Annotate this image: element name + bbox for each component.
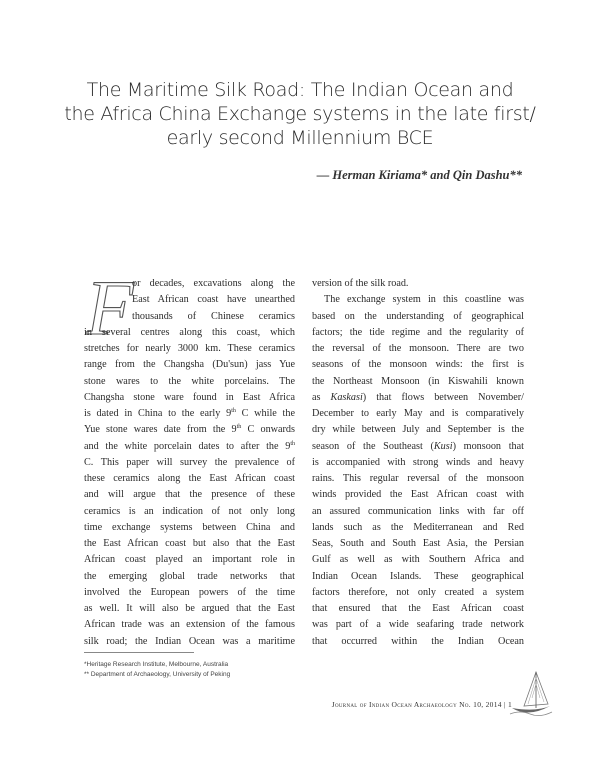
title-line: early second Millennium BCE [166, 127, 434, 149]
footnote: ** Department of Archaeology, University of Peking [84, 671, 231, 678]
text-line: Gulf as well as with Southern Africa and [312, 554, 524, 566]
text-line: African coast played an important role in [84, 554, 295, 566]
text-line: Yue stone wares date from the 9th C onwards [84, 424, 295, 436]
text-line: the emerging global trade networks that [84, 570, 295, 582]
text-line: silk road; the Indian Ocean was a maritime [84, 635, 295, 647]
text-line: season of the Southeast (Kusi) monsoon that [312, 440, 524, 452]
text-line: in several centres along this coast, which [84, 326, 295, 338]
text-line: that occurred within the Indian Ocean [312, 635, 524, 647]
text-line: seasons of the monsoon winds: the first is [312, 359, 524, 371]
text-line: and will argue that the presence of these [84, 489, 295, 501]
footnote: *Heritage Research Institute, Melbourne, Australia [84, 661, 229, 668]
dhow-logo-icon [506, 668, 556, 724]
text-line: factors therefore, not only created a system [312, 586, 524, 598]
text-line: involved the European powers of the time [84, 586, 295, 598]
text-line: was part of a wide seafaring trade network [312, 619, 524, 631]
text-line: that ensured that the East African coast [312, 603, 524, 614]
dropcap-letter: F [86, 264, 134, 351]
text-line: ceramics is an indication of not only long [84, 505, 295, 517]
text-line: East African coast have unearthed [132, 294, 295, 306]
text-line: is accompanied with strong winds and heavy [312, 456, 524, 468]
paper-title [60, 78, 540, 150]
text-line: the reversal of the monsoon. There are two [312, 343, 524, 354]
text-line: an assured communication links with far off [312, 505, 524, 517]
text-line: stretches for nearly 3000 km. These ceramics [84, 343, 295, 354]
text-line: Changsha stone ware found in East Africa [84, 391, 295, 403]
title-line: the Africa China Exchange systems in the late first/ [64, 103, 536, 125]
text-line: as well. It will also be argued that the East [84, 603, 295, 614]
text-line: as Kaskasi) that flows between November/ [312, 391, 524, 403]
text-line: time exchange systems between China and [84, 521, 295, 533]
text-line: is dated in China to the early 9th C while the [84, 408, 295, 419]
text-line: factors; the tide regime and the regularity of [312, 326, 524, 338]
author-line: — Herman Kiriama* and Qin Dashu** [316, 168, 522, 182]
title-line: The Maritime Silk Road: The Indian Ocean and [86, 79, 514, 101]
text-line: dry while between July and September is the [312, 424, 524, 436]
text-line: range from the Changsha (Du'sun) jass Yue [84, 359, 295, 371]
text-line: Indian Ocean Islands. These geographical [312, 570, 524, 582]
text-line: African trade was an extension of the famous [84, 619, 295, 631]
text-line: based on the understanding of geographical [312, 310, 524, 322]
text-line: or decades, excavations along the [132, 278, 295, 289]
footnote-rule [84, 652, 194, 653]
text-line: rains. This regular reversal of the monsoon [312, 473, 524, 484]
text-line: The exchange system in this coastline was [324, 294, 524, 306]
text-line: Seas, South and South East Asia, the Persian [312, 538, 524, 549]
text-line: these ceramics along the East African coast [84, 473, 295, 484]
text-line: and the white porcelain dates to after the 9th [84, 440, 295, 452]
text-line: C. This paper will survey the prevalence of [84, 456, 295, 468]
text-line: the Northeast Monsoon (in Kiswahili known [312, 375, 524, 387]
text-line: stone wares to the white porcelains. The [84, 375, 295, 387]
text-line: lands such as the Mediterranean and Red [312, 521, 524, 533]
text-line: thousands of Chinese ceramics [132, 310, 295, 322]
text-line: December to early May and is comparatively [312, 408, 524, 419]
journal-footer: Journal of Indian Ocean Archaeology No. 10, 2014 | 1 [331, 700, 512, 709]
right-column [312, 276, 524, 650]
text-line: winds provided the East African coast with [312, 489, 524, 501]
text-line: version of the silk road. [312, 278, 409, 289]
text-line: the East African coast but also that the East [84, 538, 295, 549]
left-column [84, 276, 295, 650]
